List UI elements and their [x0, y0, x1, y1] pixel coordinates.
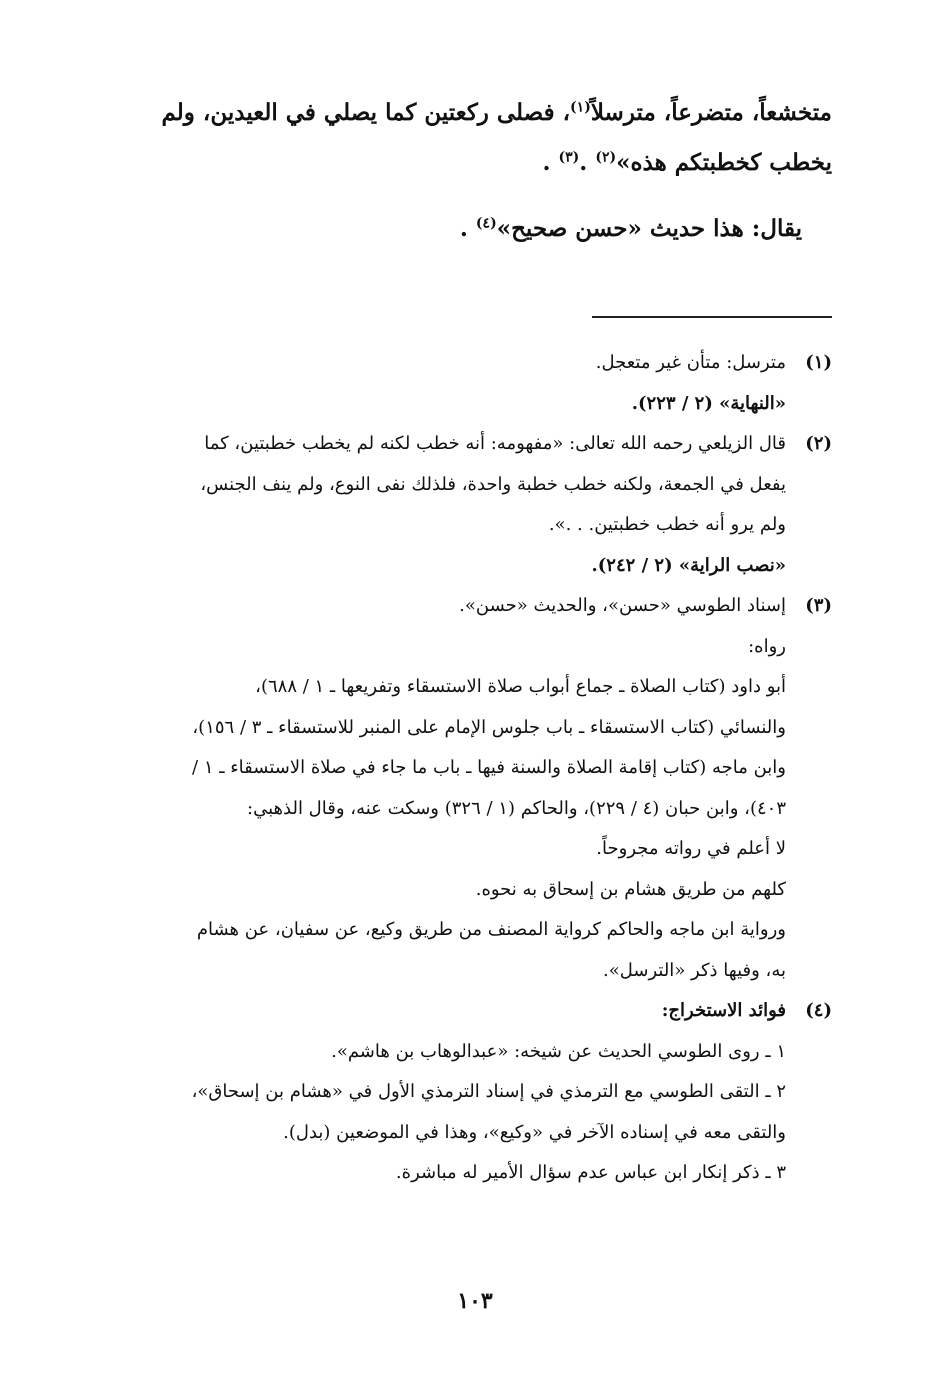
hadith-grade-text: يقال: هذا حديث «حسن صحيح»	[496, 215, 802, 242]
page-number: ١٠٣	[457, 1288, 493, 1314]
footnote-3-line	[102, 708, 832, 749]
footnote-text: ٤٠٣)، وابن حبان (٤ / ٢٢٩)، والحاكم (١ / ٣٢٦) وسكت عنه، وقال الذهبي:	[247, 797, 786, 819]
footnote-2-line	[102, 465, 832, 506]
footnote-3-line	[102, 870, 832, 911]
footnote-text: يفعل في الجمعة، ولكنه خطب خطبة واحدة، فلذلك نفى النوع، ولم ينف الجنس،	[200, 473, 786, 495]
footnote-3-line	[102, 829, 832, 870]
footnotes	[102, 343, 832, 1194]
main-text-segment: .	[579, 149, 596, 176]
footnote-3-line	[102, 789, 832, 830]
footnote-source: «نصب الراية» (٢ / ٢٤٢).	[591, 554, 786, 576]
footnote-4-line	[102, 991, 832, 1032]
footnote-1-line	[102, 343, 832, 384]
footnote-text: ٢ ـ التقى الطوسي مع الترمذي في إسناد الترمذي الأول في «هشام بن إسحاق»،	[191, 1081, 786, 1102]
footnote-separator	[592, 316, 832, 318]
footnote-4-line	[102, 1032, 832, 1073]
main-text-segment: .	[542, 149, 559, 176]
footnote-text: مترسل: متأن غير متعجل.	[595, 352, 786, 373]
footnote-ref-1: (١)	[570, 99, 591, 116]
footnote-text: وابن ماجه (كتاب إقامة الصلاة والسنة فيها ـ باب ما جاء في صلاة الاستسقاء ـ ١ /	[192, 757, 786, 778]
footnote-text: والنسائي (كتاب الاستسقاء ـ باب جلوس الإمام على المنبر للاستسقاء ـ ٣ / ١٥٦)،	[192, 716, 786, 738]
footnote-number: (٢)	[805, 433, 832, 454]
hadith-grade-line	[460, 205, 802, 253]
footnote-number: (١)	[805, 352, 832, 373]
footnote-text: إسناد الطوسي «حسن»، والحديث «حسن».	[459, 595, 786, 616]
main-text	[102, 88, 832, 188]
footnote-2-line	[102, 546, 832, 587]
footnote-2-line	[102, 505, 832, 546]
footnote-3-line	[102, 748, 832, 789]
footnote-number: (٤)	[805, 1000, 832, 1021]
footnote-4-line	[102, 1072, 832, 1113]
footnote-3-line	[102, 951, 832, 992]
footnote-number: (٣)	[805, 595, 832, 616]
footnote-4-line	[102, 1153, 832, 1194]
footnote-3-line	[102, 910, 832, 951]
footnote-2-line	[102, 424, 832, 465]
footnote-text: ولم يرو أنه خطب خطبتين. . .».	[548, 514, 786, 535]
footnote-ref-4: (٤)	[475, 215, 497, 232]
main-text-segment: يخطب كخطبتكم هذه»	[616, 149, 832, 176]
main-text-line-2	[102, 138, 832, 188]
footnote-text: به، وفيها ذكر «الترسل».	[603, 959, 786, 981]
footnote-text: ٣ ـ ذكر إنكار ابن عباس عدم سؤال الأمير له مباشرة.	[395, 1162, 786, 1183]
footnote-text: أبو داود (كتاب الصلاة ـ جماع أبواب صلاة الاستسقاء وتفريعها ـ ١ / ٦٨٨)،	[255, 676, 786, 697]
footnote-ref-3: (٣)	[558, 149, 580, 166]
footnote-3-line	[102, 586, 832, 627]
hadith-grade-end: .	[459, 215, 476, 242]
footnote-ref-2: (٢)	[595, 149, 617, 166]
footnote-text: ورواية ابن ماجه والحاكم كرواية المصنف من طريق وكيع، عن سفيان، عن هشام	[196, 919, 786, 940]
main-text-segment: ، فصلى ركعتين كما يصلي في العيدين، ولم	[161, 99, 571, 126]
footnote-4-line	[102, 1113, 832, 1154]
footnote-text: رواه:	[748, 635, 786, 657]
footnote-3-line	[102, 627, 832, 668]
footnote-text: لا أعلم في رواته مجروحاً.	[596, 838, 786, 859]
footnote-1-line	[102, 384, 832, 425]
footnote-text: كلهم من طريق هشام بن إسحاق به نحوه.	[475, 878, 786, 900]
main-text-segment: متخشعاً، متضرعاً، مترسلاً	[590, 99, 832, 126]
footnote-text: ١ ـ روى الطوسي الحديث عن شيخه: «عبدالوهاب بن هاشم».	[331, 1040, 786, 1062]
footnote-heading: فوائد الاستخراج:	[661, 1000, 786, 1021]
footnote-text: قال الزيلعي رحمه الله تعالى: «مفهومه: أنه خطب لكنه لم يخطب خطبتين، كما	[204, 433, 786, 454]
footnote-source: «النهاية» (٢ / ٢٢٣).	[631, 392, 786, 414]
footnote-3-line	[102, 667, 832, 708]
main-text-line-1	[102, 88, 832, 138]
footnote-text: والتقى معه في إسناده الآخر في «وكيع»، وهذا في الموضعين (بدل).	[283, 1121, 786, 1143]
